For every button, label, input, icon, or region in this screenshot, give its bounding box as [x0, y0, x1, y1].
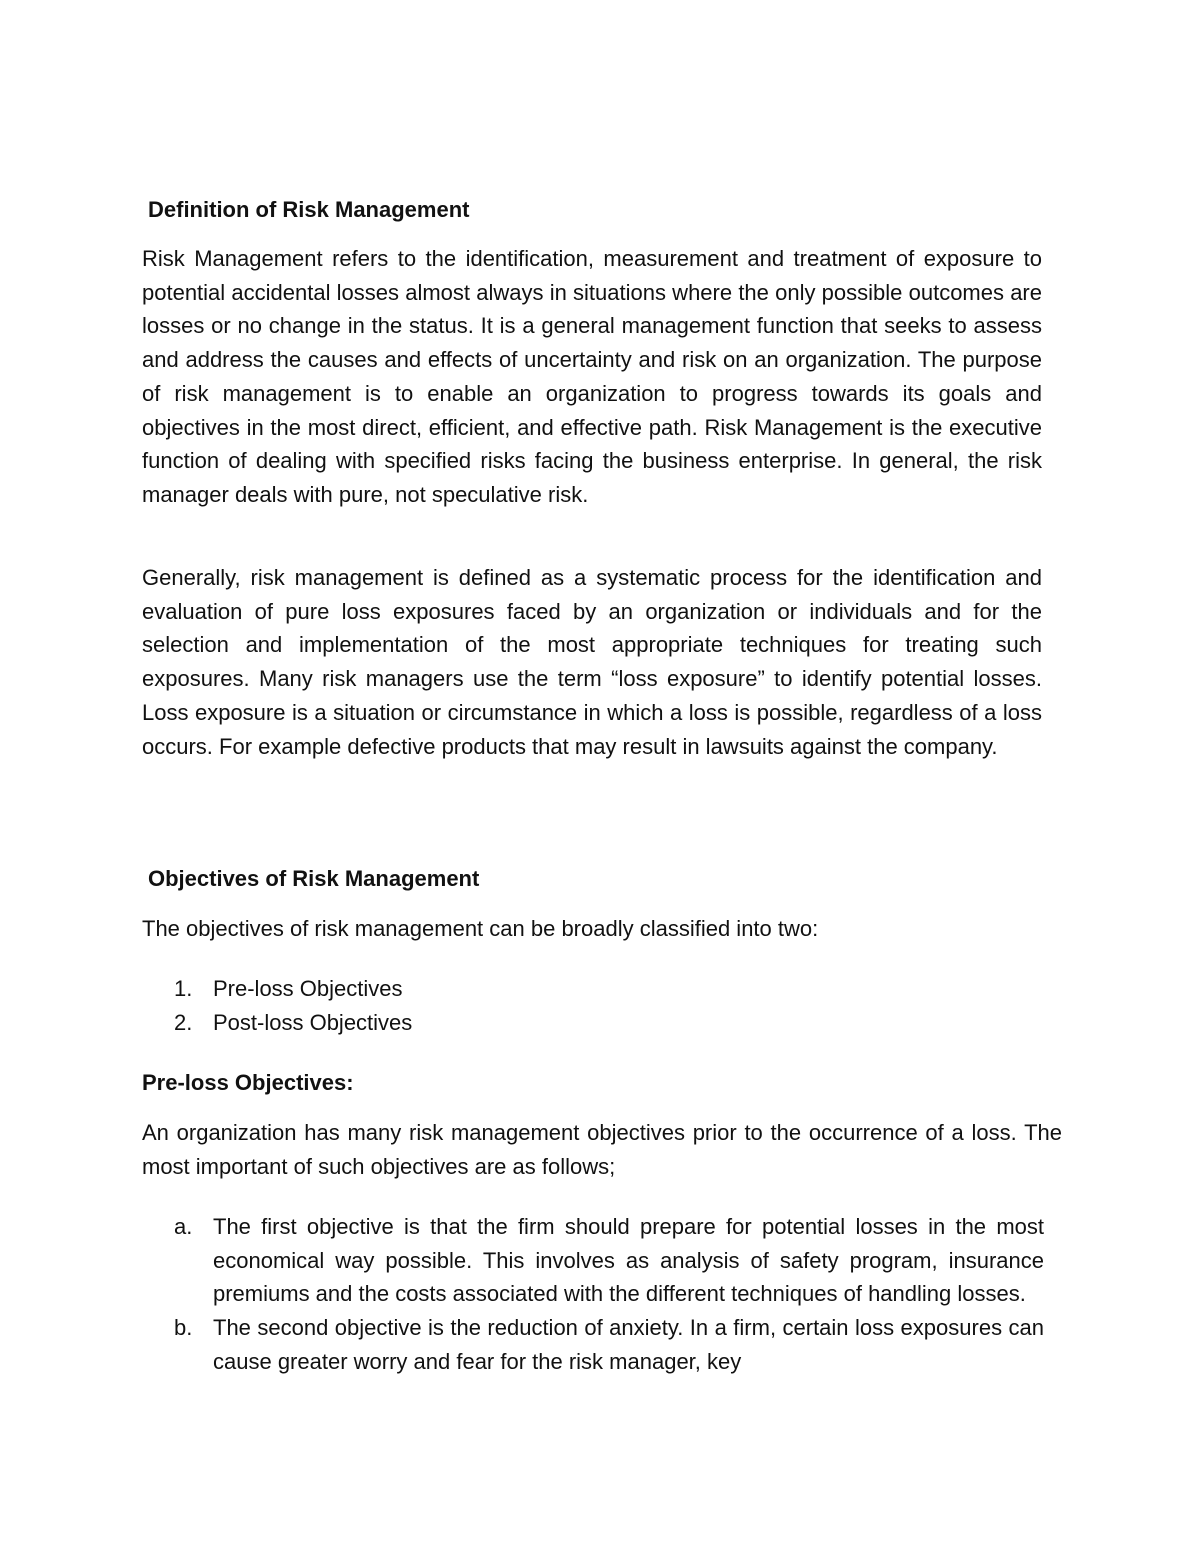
list-item — [174, 1210, 1044, 1311]
section-heading-objectives: Objectives of Risk Management — [148, 866, 480, 891]
list-item-text: The second objective is the reduction of anxiety. In a firm, certain loss exposures can cause greater worry and fear for the risk manager, key — [213, 1315, 1044, 1374]
list-marker: 2. — [174, 1010, 193, 1035]
list-item — [174, 972, 774, 1006]
list-item — [174, 1311, 1044, 1378]
section-heading-definition: Definition of Risk Management — [148, 197, 470, 222]
list-item-text: Pre-loss Objectives — [213, 976, 403, 1001]
objectives-list — [174, 972, 774, 1040]
list-item-text: Post-loss Objectives — [213, 1010, 413, 1035]
pre-loss-objectives-list — [174, 1210, 1044, 1379]
objectives-intro: The objectives of risk management can be broadly classified into two: — [142, 916, 819, 941]
list-item — [174, 1006, 774, 1040]
list-marker: 1. — [174, 976, 193, 1001]
list-item-text: The first objective is that the firm should prepare for potential losses in the most economical way possible. This involves as analysis of safety program, insurance premiums and the costs associated with the different techniques of handling losses. — [213, 1214, 1044, 1307]
pre-loss-intro: An organization has many risk management objectives prior to the occurrence of a loss. The most important of such objectives are as follows; — [142, 1120, 1062, 1179]
definition-paragraph-2: Generally, risk management is defined as a systematic process for the identification and evaluation of pure loss exposures faced by an organization or individuals and for the selection and implementation of the most appropriate techniques for treating such exposures. Many risk managers use the term “loss exposure” to identify potential losses. Loss exposure is a situation or circumstance in which a loss is possible, regardless of a loss occurs. For example defective products that may result in lawsuits against the company. — [142, 565, 1042, 759]
list-marker: b. — [174, 1315, 193, 1341]
list-marker: a. — [174, 1214, 193, 1239]
definition-paragraph-1: Risk Management refers to the identification, measurement and treatment of exposure to potential accidental losses almost always in situations where the only possible outcomes are losses or no change in the status. It is a general management function that seeks to assess and address the causes and effects of uncertainty and risk on an organization. The purpose of risk management is to enable an organization to progress towards its goals and objectives in the most direct, efficient, and effective path. Risk Management is the executive function of dealing with specified risks facing the business enterprise. In general, the risk manager deals with pure, not speculative risk. — [142, 246, 1042, 507]
section-heading-pre-loss: Pre-loss Objectives: — [142, 1070, 354, 1095]
